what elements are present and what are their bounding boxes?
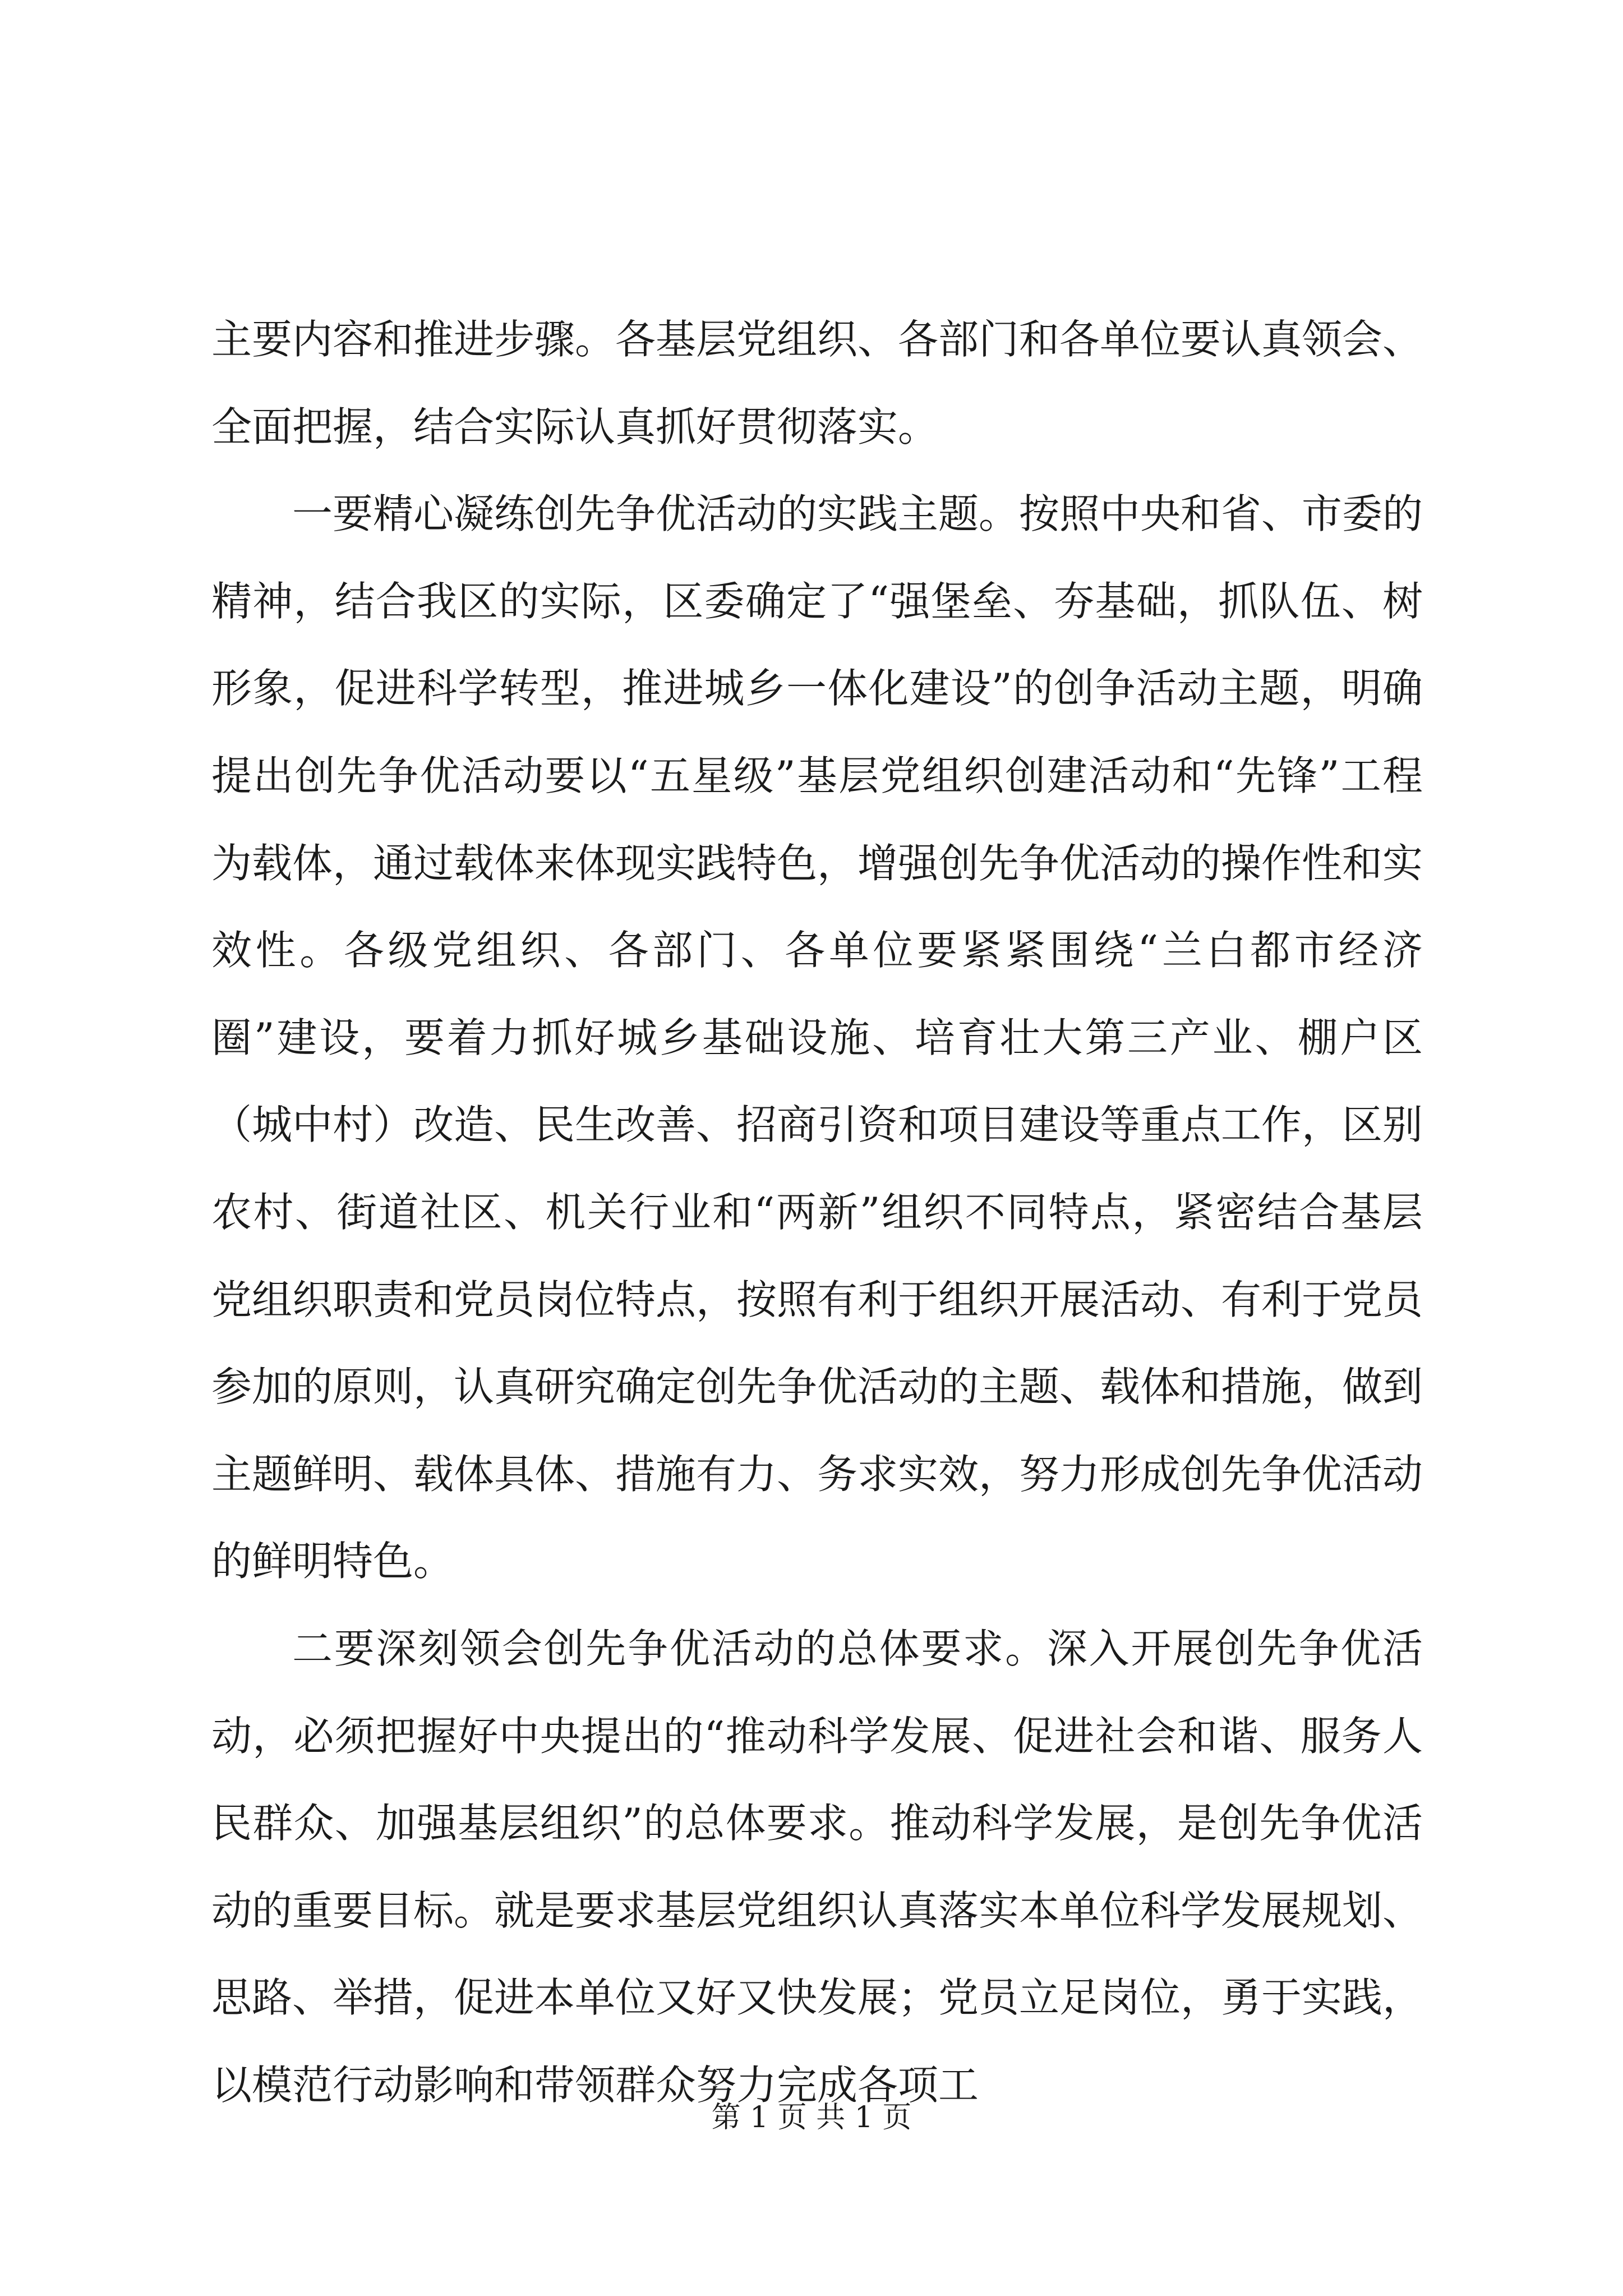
paragraph-continuation: 主要内容和推进步骤。各基层党组织、各部门和各单位要认真领会、全面把握，结合实际认真抓好贯彻落实。 [211, 316, 1423, 450]
page-footer: 第 1 页 共 1 页 [711, 2101, 912, 2134]
paragraph-practice-theme: 一要精心凝练创先争优活动的实践主题。按照中央和省、市委的精神，结合我区的实际，区委确定了“强堡垒、夯基础，抓队伍、树形象，促进科学转型，推进城乡一体化建设”的创争活动主题，明确提出创先争优活动要以“五星级”基层党组织创建活动和“先锋”工程为载体，通过载体来体现实践特色，增强创先争优活动的操作性和实效性。各级党组织、各部门、各单位要紧紧围绕“兰白都市经济圈”建设，要着力抓好城乡基础设施、培育壮大第三产业、棚户区（城中村）改造、民生改善、招商引资和项目建设等重点工作，区别农村、街道社区、机关行业和“两新”组织不同特点，紧密结合基层党组织职责和党员岗位特点，按照有利于组织开展活动、有利于党员参加的原则，认真研究确定创先争优活动的主题、载体和措施，做到主题鲜明、载体具体、措施有力、务求实效，努力形成创先争优活动的鲜明特色。 [211, 490, 1423, 1585]
document-body [211, 296, 1423, 2129]
paragraph-overall-requirements: 二要深刻领会创先争优活动的总体要求。深入开展创先争优活动，必须把握好中央提出的“推动科学发展、促进社会和谐、服务人民群众、加强基层组织”的总体要求。推动科学发展，是创先争优活动的重要目标。就是要求基层党组织认真落实本单位科学发展规划、思路、举措，促进本单位又好又快发展；党员立足岗位，勇于实践，以模范行动影响和带领群众努力完成各项工 [211, 1625, 1423, 2109]
